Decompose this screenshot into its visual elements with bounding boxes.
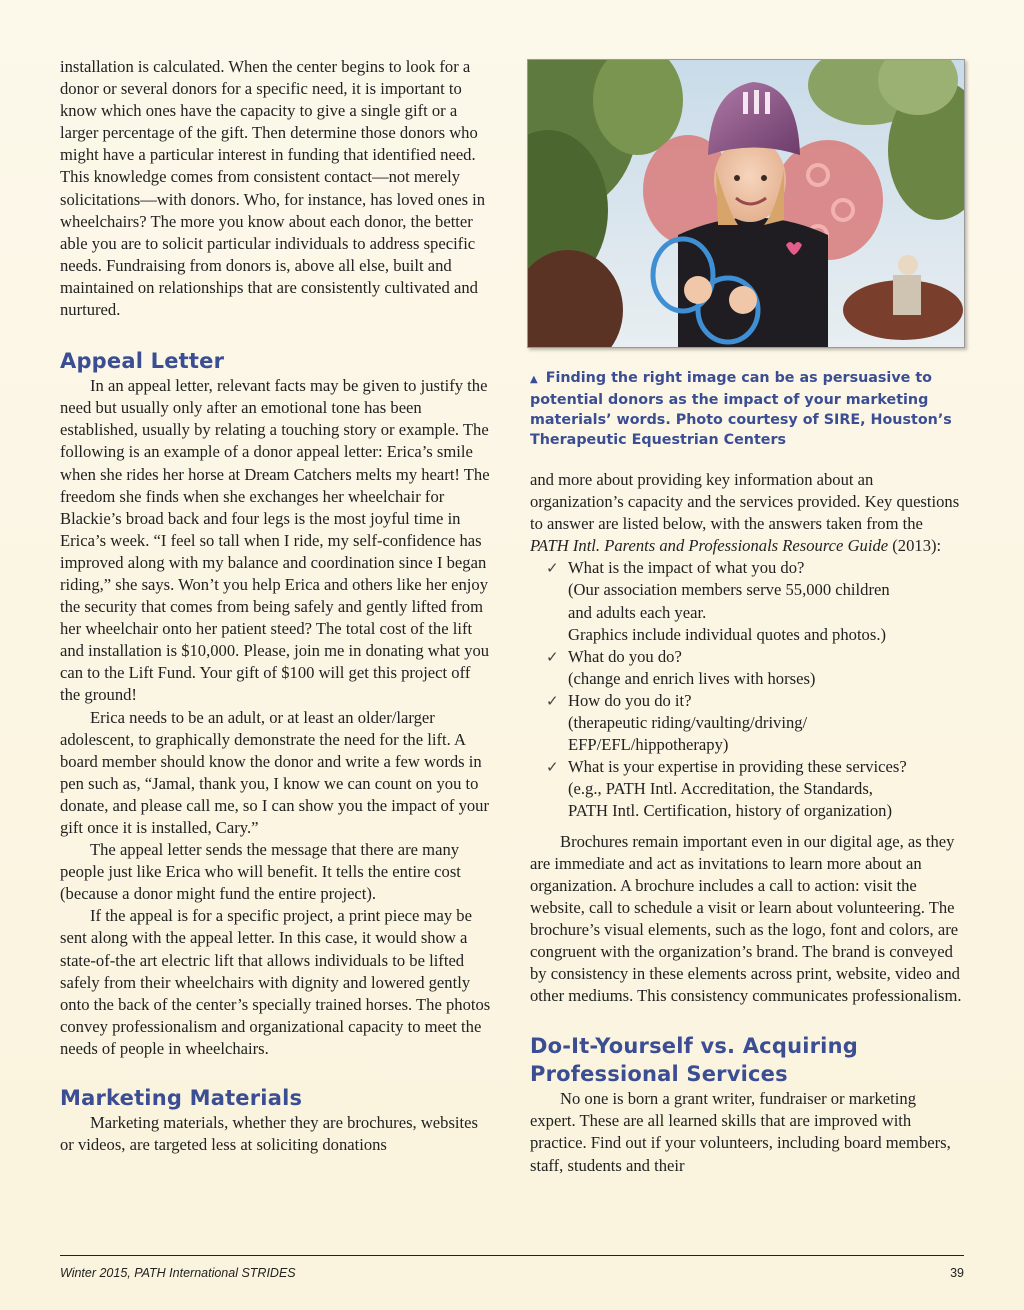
footer-publication: Winter 2015, PATH International STRIDES <box>60 1266 296 1280</box>
list-item <box>530 557 964 645</box>
continued-text-b: (2013): <box>888 536 942 556</box>
intro-paragraph: installation is calculated. When the center begins to look for a donor or several donors for a specific need, it is important to know which ones have the capacity to give a single gift or a larger percentage of the gift. Then determine those donors who might have a particular interest in funding that identified need. This knowledge comes from consistent contact—not merely solicitations—with donors. Who, for instance, has loved ones in wheelchairs? The more you know about each donor, the better able you are to solicit particular individuals to address specific needs. Fundraising from donors is, above all else, built and maintained on relationships that are consistently cultivated and nurtured. <box>60 57 486 320</box>
appeal-paragraph-2: Erica needs to be an adult, or at least an older/larger adolescent, to graphically demonstrate the need for the lift. A board member should know the donor and write a few words in pen such as, “Jamal, thank you, I know we can count on you to donate, and please call me, so I can show you the impact of your gift once it is installed, Cary.” <box>60 707 489 837</box>
question-line: How do you do it? <box>568 690 692 710</box>
checkmark-icon: ✓ <box>546 758 559 777</box>
marketing-materials-heading: Marketing Materials <box>60 1086 303 1111</box>
diy-heading <box>530 1032 964 1088</box>
continued-text-a: and more about providing key information about an organization’s capacity and the services provided. Key questions to answer are listed below, with the answers taken from the <box>530 470 960 534</box>
list-item <box>530 756 964 822</box>
answer-line: (Our association members serve 55,000 children <box>568 580 890 600</box>
footer-divider <box>60 1255 964 1256</box>
appeal-paragraph-3: The appeal letter sends the message that there are many people just like Erica who will benefit. It tells the entire cost (because a donor might fund the entire project). <box>60 840 461 904</box>
photo-child-on-horse <box>527 59 965 348</box>
caption-text: Finding the right image can be as persuasive to potential donors as the impact of your marketing materials’ words. Photo courtesy of SIRE, Houston’s Therapeutic Equestrian Centers <box>530 370 952 448</box>
marketing-paragraph-1: Marketing materials, whether they are brochures, websites or videos, are targeted less at soliciting donations <box>60 1113 478 1155</box>
checkmark-icon: ✓ <box>546 647 559 666</box>
checkmark-icon: ✓ <box>546 691 559 710</box>
question-line: What is the impact of what you do? <box>568 558 805 578</box>
appeal-paragraph-4: If the appeal is for a specific project, a print piece may be sent along with the appeal letter. In this case, it would show a state-of-the art electric lift that allows individuals to be lifted safely from their wheelchairs with dignity and lowered gently onto the back of the center’s specially trained horses. The photos convey professionalism and organizational capacity to meet the needs of people in wheelchairs. <box>60 906 491 1058</box>
appeal-letter-heading: Appeal Letter <box>60 349 225 374</box>
page-number: 39 <box>950 1266 964 1280</box>
answer-line: (e.g., PATH Intl. Accreditation, the Standards, <box>568 779 873 799</box>
answer-line: Graphics include individual quotes and photos.) <box>568 624 886 644</box>
appeal-paragraph-1: In an appeal letter, relevant facts may be given to justify the need but usually only after an emotional tone has been established, usually by relating a touching story or example. The following is an example of a donor appeal letter: Erica’s smile when she rides her horse at Dream Catchers melts my heart! The freedom she finds when she exchanges her wheelchair for Blackie’s broad back and four legs is the most joyful time in Erica’s week. “I feel so tall when I ride, my self-confidence has improved along with my balance and coordination since I began riding,” she says. Won’t you help Erica and others like her enjoy the security that comes from being safely and gently lifted from her wheelchair onto her patient steed? The total cost of the lift and installation is $10,000. Please, join me in donating what you can to the Lift Fund. Your gift of $100 will get this project off the ground! <box>60 376 490 705</box>
photo-illustration <box>528 60 964 347</box>
resource-guide-title: PATH Intl. Parents and Professionals Resource Guide <box>530 536 889 556</box>
diy-heading-line-1: Do-It-Yourself vs. Acquiring <box>530 1034 858 1059</box>
left-column <box>60 56 494 1156</box>
brochures-paragraph: Brochures remain important even in our digital age, as they are immediate and act as invitations to learn more about an organization. A brochure includes a call to action: visit the website, call to schedule a visit or learn about volunteering. The brochure’s visual elements, such as the logo, font and colors, are congruent with the organization’s brand. The brand is conveyed by consistency in these elements across print, website, video and other mediums. This consistency communicates professionalism. <box>530 831 962 1006</box>
right-column <box>530 469 964 1177</box>
question-line: What do you do? <box>568 646 682 666</box>
continued-paragraph <box>530 469 964 557</box>
answer-line: and adults each year. <box>568 602 707 622</box>
key-questions-list <box>530 557 964 822</box>
list-item <box>530 646 964 690</box>
answer-line: (change and enrich lives with horses) <box>568 668 816 688</box>
answer-line: PATH Intl. Certification, history of organization) <box>568 801 892 821</box>
answer-line: EFP/EFL/hippotherapy) <box>568 735 729 755</box>
question-line: What is your expertise in providing these services? <box>568 757 907 777</box>
photo-caption <box>530 368 960 450</box>
diy-heading-line-2: Professional Services <box>530 1062 788 1087</box>
triangle-up-icon: ▲ <box>530 374 538 385</box>
diy-paragraph: No one is born a grant writer, fundraiser or marketing expert. These are all learned skills that are improved with practice. Find out if your volunteers, including board members, staff, students and their <box>530 1089 951 1175</box>
answer-line: (therapeutic riding/vaulting/driving/ <box>568 713 808 733</box>
list-item <box>530 690 964 756</box>
checkmark-icon: ✓ <box>546 559 559 578</box>
